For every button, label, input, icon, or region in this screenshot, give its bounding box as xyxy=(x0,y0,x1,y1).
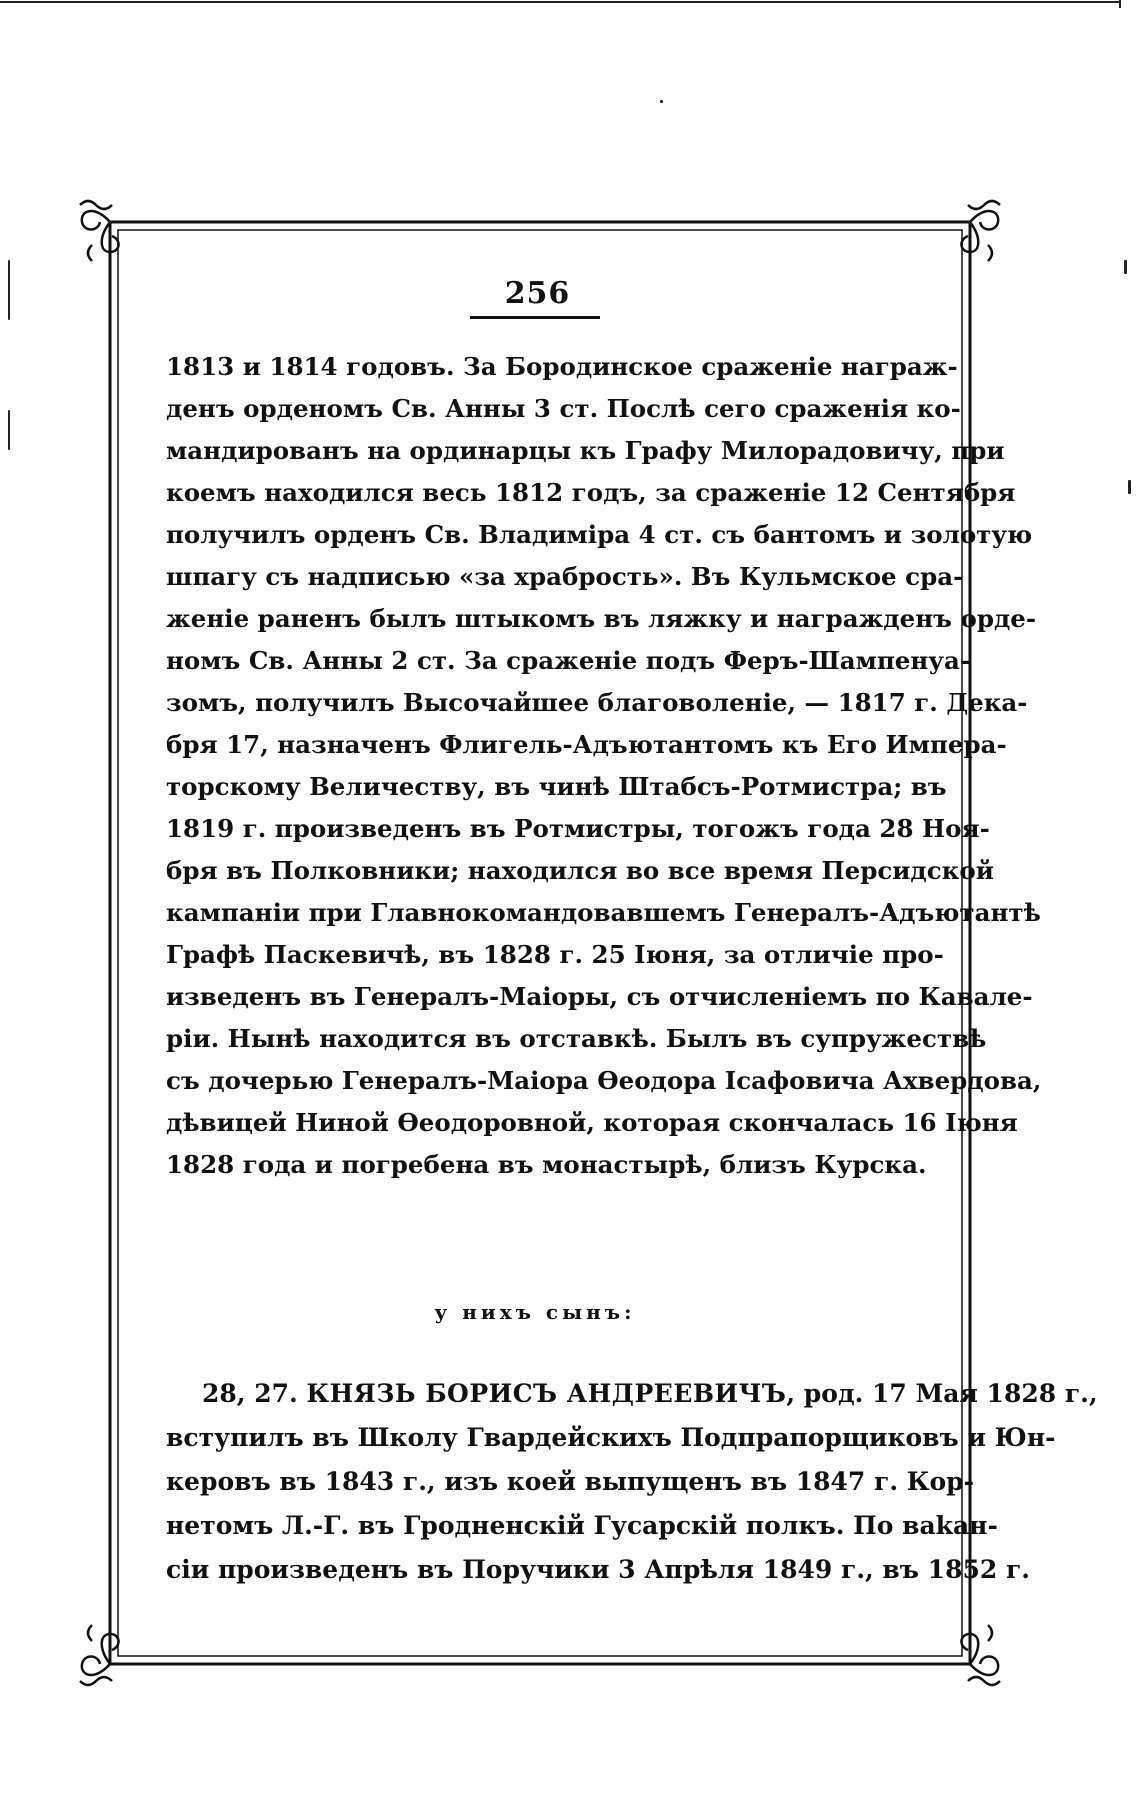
text-line: нетомъ Л.-Г. въ Гродненскій Гусарскій полкъ. По ваkан- xyxy=(166,1511,998,1540)
text-line: бря въ Полковники; находился во все время Персидской xyxy=(166,856,994,885)
entry-number: 28, 27. xyxy=(202,1379,298,1408)
text-line: получилъ орденъ Св. Владиміра 4 ст. съ бантомъ и золотую xyxy=(166,520,1033,549)
margin-mark xyxy=(8,260,10,320)
text-line: сіи произведенъ въ Поручики 3 Апрѣля 1849 г., въ 1852 г. xyxy=(166,1555,1030,1584)
text-line: торскому Величеству, въ чинѣ Штабсъ-Ротмистра; въ xyxy=(166,772,947,801)
entry-first-line-rest: , род. 17 Мая 1828 г., xyxy=(786,1379,1098,1408)
text-line: коемъ находился весь 1812 годъ, за сраженіе 12 Сентября xyxy=(166,478,1016,507)
corner-flourish-bottom-left xyxy=(80,1625,119,1685)
text-line: изведенъ въ Генералъ-Маіоры, съ отчисленіемъ по Кавале- xyxy=(166,982,1033,1011)
text-line: женіе раненъ былъ штыкомъ въ ляжку и награжденъ орде- xyxy=(166,604,1037,633)
text-line: 1813 и 1814 годовъ. За Бородинское сраженіе награж- xyxy=(166,352,958,381)
text-line: кампаніи при Главнокомандовавшемъ Генералъ-Адъютантѣ xyxy=(166,898,1041,927)
genealogy-entry xyxy=(166,1372,1098,1592)
text-line: вступилъ въ Школу Гвардейскихъ Подпрапорщиковъ и Юн- xyxy=(166,1423,1056,1452)
entry-name: КНЯЗЬ БОРИСЪ АНДРЕЕВИЧЪ xyxy=(306,1379,787,1408)
text-line: шпагу съ надписью «за храбрость». Въ Кульмское сра- xyxy=(166,562,964,591)
margin-mark xyxy=(8,410,10,450)
text-line: номъ Св. Анны 2 ст. За сраженіе подъ Феръ-Шампенуа- xyxy=(166,646,971,675)
body-text xyxy=(166,346,1042,1186)
text-line: ріи. Нынѣ находится въ отставкѣ. Былъ въ супружествѣ xyxy=(166,1024,987,1053)
page-number: 256 xyxy=(504,276,571,311)
text-line: мандированъ на ординарцы къ Графу Милорадовичу, при xyxy=(166,436,1005,465)
text-line: керовъ въ 1843 г., изъ коей выпущенъ въ 1847 г. Кор- xyxy=(166,1467,974,1496)
text-line: бря 17, назначенъ Флигель-Адъютантомъ къ Его Импера- xyxy=(166,730,1007,759)
page-number-rule xyxy=(470,316,600,319)
corner-flourish-top-left xyxy=(80,201,119,261)
text-line: 1819 г. произведенъ въ Ротмистры, тогожъ года 28 Ноя- xyxy=(166,814,990,843)
section-heading: у нихъ сынъ: xyxy=(434,1300,636,1324)
text-line: денъ орденомъ Св. Анны 3 ст. Послѣ сего сраженія ко- xyxy=(166,394,961,423)
text-line: съ дочерью Генералъ-Маіора Ѳеодора Ісафовича Ахвердова, xyxy=(166,1066,1042,1095)
corner-flourish-bottom-right xyxy=(961,1625,1000,1685)
text-line: дѣвицей Ниной Ѳеодоровной, которая скончалась 16 Іюня xyxy=(166,1108,1018,1137)
margin-mark xyxy=(1128,480,1131,494)
text-line: Графѣ Паскевичѣ, въ 1828 г. 25 Іюня, за отличіе про- xyxy=(166,940,944,969)
text-line: зомъ, получилъ Высочайшее благоволеніе, — 1817 г. Дека- xyxy=(166,688,1028,717)
corner-flourish-top-right xyxy=(961,201,1000,261)
entry-first-line xyxy=(166,1372,1098,1416)
text-line: 1828 года и погребена въ монастырѣ, близъ Курска. xyxy=(166,1150,927,1179)
margin-mark xyxy=(1124,260,1127,274)
margin-mark xyxy=(660,100,663,103)
